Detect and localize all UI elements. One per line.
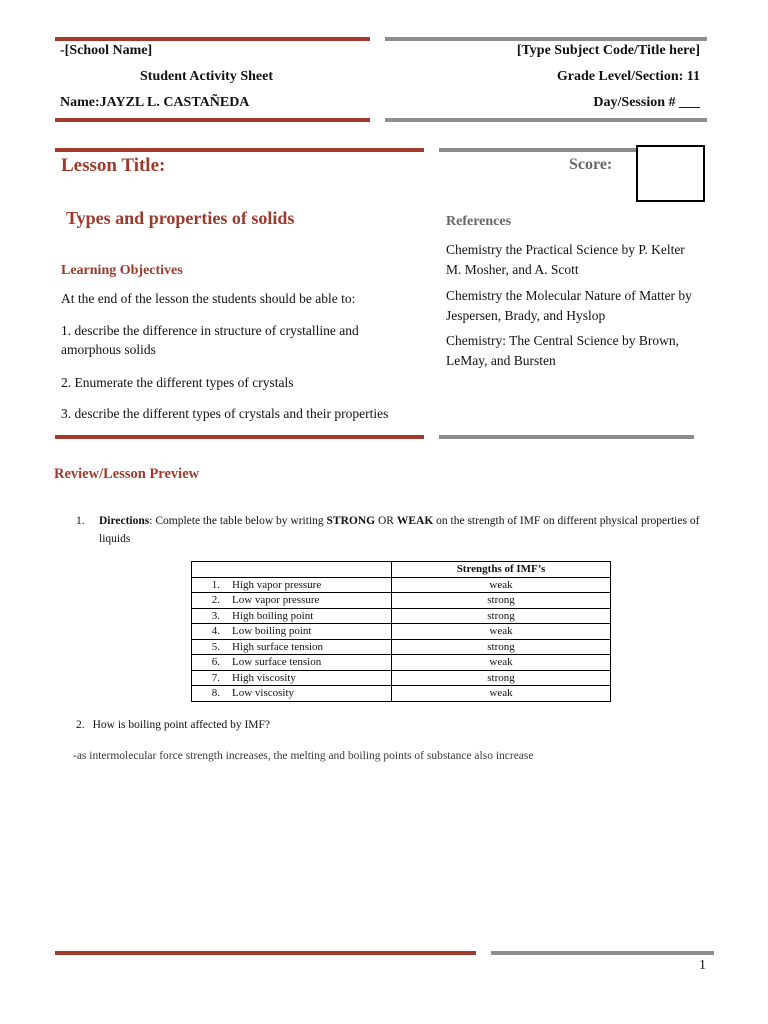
row-number: 7. <box>211 671 220 684</box>
score-box <box>636 145 705 202</box>
grade-level: Grade Level/Section: 11 <box>556 69 700 84</box>
table-row <box>192 593 611 609</box>
row-number: 1. <box>211 578 220 591</box>
reference-item: Chemistry the Molecular Nature of Matter by Jespersen, Brady, and Hyslop <box>446 288 692 323</box>
table-header-strength: Strengths of IMF’s <box>392 562 611 578</box>
row-number: 2. <box>211 594 220 607</box>
student-name: Name:JAYZL L. CASTAÑEDA <box>60 95 250 110</box>
table-row <box>192 639 611 655</box>
footer-rule-left <box>55 951 476 955</box>
property-label: Low viscosity <box>232 687 295 700</box>
table-row <box>192 670 611 686</box>
reference-item: Chemistry the Practical Science by P. Kelter M. Mosher, and A. Scott <box>446 242 685 277</box>
strength-cell: strong <box>392 608 611 624</box>
references-heading: References <box>446 214 512 229</box>
property-cell <box>192 655 392 671</box>
page-number: 1 <box>699 958 706 973</box>
directions-strong: STRONG <box>326 515 376 527</box>
lesson-title-label: Lesson Title: <box>61 155 166 176</box>
objectives-heading: Learning Objectives <box>61 263 183 278</box>
table-row <box>192 608 611 624</box>
objective-item: 2. Enumerate the different types of crystals <box>61 375 294 390</box>
strength-cell: weak <box>392 686 611 702</box>
directions-weak: WEAK <box>396 515 434 527</box>
table-row <box>192 624 611 640</box>
property-cell <box>192 593 392 609</box>
strength-cell: strong <box>392 639 611 655</box>
property-label: High vapor pressure <box>232 578 322 591</box>
strength-cell: weak <box>392 655 611 671</box>
strength-cell: weak <box>392 624 611 640</box>
directions-text-a: : Complete the table below by writing <box>149 515 327 527</box>
lesson-bottom-rule-right <box>439 435 694 439</box>
property-cell <box>192 624 392 640</box>
property-label: Low surface tension <box>232 656 322 669</box>
row-number: 5. <box>211 640 220 653</box>
footer-rule-right <box>491 951 714 955</box>
lesson-top-rule-right <box>439 148 636 152</box>
header-bottom-rule-right <box>385 118 707 122</box>
score-label: Score: <box>569 156 613 173</box>
sheet-title: Student Activity Sheet <box>140 69 273 84</box>
header-top-rule-left <box>55 37 370 41</box>
school-name: -[School Name] <box>60 43 153 58</box>
table-row <box>192 655 611 671</box>
reference-item: Chemistry: The Central Science by Brown, LeMay, and Bursten <box>446 333 679 368</box>
question-1-directions <box>76 512 716 548</box>
lesson-top-rule-left <box>55 148 424 152</box>
imf-strength-table <box>191 561 611 702</box>
table-header-row <box>192 562 611 578</box>
property-label: High boiling point <box>232 609 314 622</box>
property-cell <box>192 639 392 655</box>
question-2 <box>76 719 270 733</box>
table-header-blank <box>192 562 392 578</box>
row-number: 6. <box>211 656 220 669</box>
objectives-intro: At the end of the lesson the students should be able to: <box>61 291 356 306</box>
table-row <box>192 577 611 593</box>
property-cell <box>192 670 392 686</box>
property-cell <box>192 608 392 624</box>
table-row <box>192 686 611 702</box>
review-heading: Review/Lesson Preview <box>54 466 200 482</box>
header-top-rule-right <box>385 37 707 41</box>
question-2-text: How is boiling point affected by IMF? <box>92 719 270 731</box>
property-label: Low boiling point <box>232 625 312 638</box>
lesson-bottom-rule-left <box>55 435 424 439</box>
row-number: 3. <box>211 609 220 622</box>
property-label: High viscosity <box>232 671 296 684</box>
property-label: Low vapor pressure <box>232 594 320 607</box>
answer-2: -as intermolecular force strength increases, the melting and boiling points of substance also increase <box>73 750 534 762</box>
subject-code: [Type Subject Code/Title here] <box>516 43 700 58</box>
strength-cell: strong <box>392 593 611 609</box>
row-number: 4. <box>211 625 220 638</box>
day-session: Day/Session # ___ <box>593 95 700 110</box>
property-cell <box>192 577 392 593</box>
row-number: 8. <box>211 687 220 700</box>
objective-item: 3. describe the different types of crystals and their properties <box>61 406 389 421</box>
question-2-number: 2. <box>76 719 85 731</box>
strength-cell: strong <box>392 670 611 686</box>
strength-cell: weak <box>392 577 611 593</box>
directions-label: Directions <box>99 515 150 527</box>
question-1-number: 1. <box>76 515 85 527</box>
lesson-title: Types and properties of solids <box>66 208 295 228</box>
property-cell <box>192 686 392 702</box>
property-label: High surface tension <box>232 640 324 653</box>
directions-or: OR <box>375 515 397 527</box>
objective-item: 1. describe the difference in structure of crystalline and amorphous solids <box>61 323 359 357</box>
header-bottom-rule-left <box>55 118 370 122</box>
directions-text-b: on the strength of IMF on different physical properties of liquids <box>99 515 700 545</box>
